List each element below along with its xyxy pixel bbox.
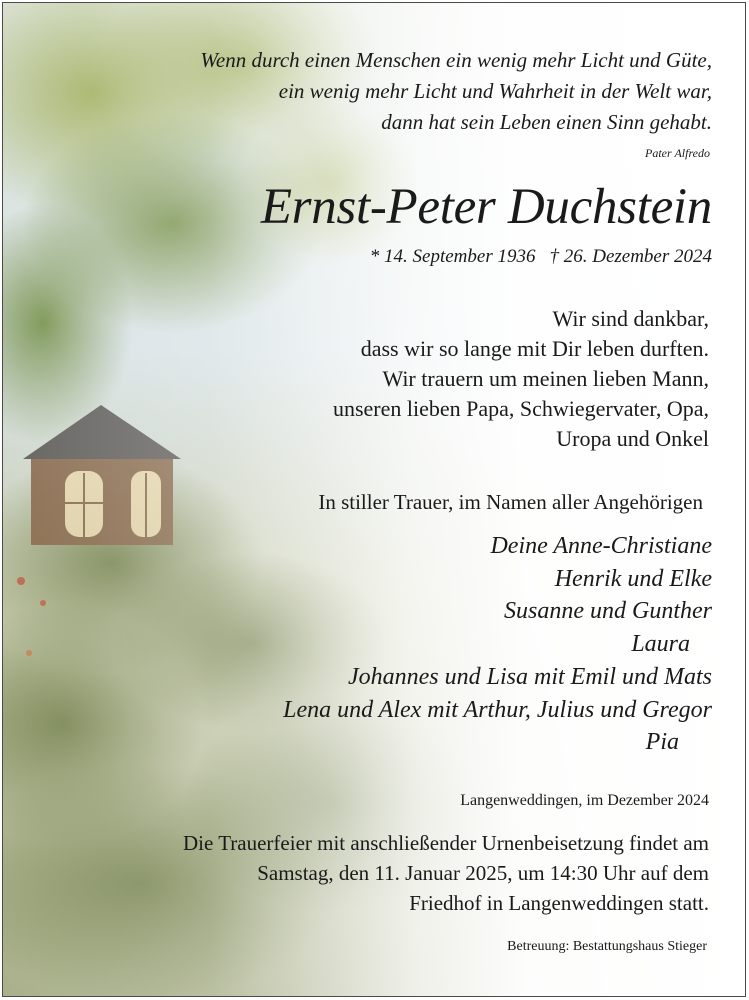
funeral-home-credit: Betreuung: Bestattungshaus Stieger xyxy=(507,939,707,954)
birth-date: * 14. September 1936 xyxy=(369,246,536,267)
service-line: Friedhof in Langenweddingen statt. xyxy=(409,891,709,915)
mourner-line: Deine Anne-Christiane xyxy=(490,533,712,559)
quote-author: Pater Alfredo xyxy=(645,146,710,160)
funeral-service xyxy=(183,828,709,918)
mourner-line: Johannes und Lisa mit Emil und Mats xyxy=(348,663,712,690)
death-date: † 26. Dezember 2024 xyxy=(549,246,712,267)
service-line: Die Trauerfeier mit anschließender Urnenbeisetzung findet am xyxy=(183,831,709,855)
service-line: Samstag, den 11. Januar 2025, um 14:30 Uhr auf dem xyxy=(257,861,709,885)
place-date: Langenweddingen, im Dezember 2024 xyxy=(460,792,709,809)
mourning-line: Wir sind dankbar, xyxy=(552,306,709,331)
mourner-line: Laura xyxy=(631,631,690,658)
mourner-line: Susanne und Gunther xyxy=(504,598,712,625)
mourners-intro: In stiller Trauer, im Namen aller Angehörigen xyxy=(318,490,703,514)
deceased-name: Ernst-Peter Duchstein xyxy=(260,179,712,235)
mourner-line: Henrik und Elke xyxy=(554,565,712,592)
obituary-card xyxy=(2,2,746,997)
mourning-text xyxy=(333,304,709,454)
quote-line: Wenn durch einen Menschen ein wenig mehr Licht und Güte, xyxy=(200,48,712,72)
life-dates xyxy=(370,246,712,268)
mourner-line: Lena und Alex mit Arthur, Julius und Gregor xyxy=(283,696,712,723)
mourning-line: unseren lieben Papa, Schwiegervater, Opa, xyxy=(332,396,709,421)
mourners-list xyxy=(283,530,712,759)
mourning-line: Uropa und Onkel xyxy=(556,426,709,451)
quote-line: ein wenig mehr Licht und Wahrheit in der Welt war, xyxy=(278,79,712,103)
mourner-line: Pia xyxy=(645,729,679,756)
quote xyxy=(200,45,712,138)
quote-line: dann hat sein Leben einen Sinn gehabt. xyxy=(381,110,712,134)
mourning-line: Wir trauern um meinen lieben Mann, xyxy=(382,366,709,391)
mourning-line: dass wir so lange mit Dir leben durften. xyxy=(360,336,709,361)
